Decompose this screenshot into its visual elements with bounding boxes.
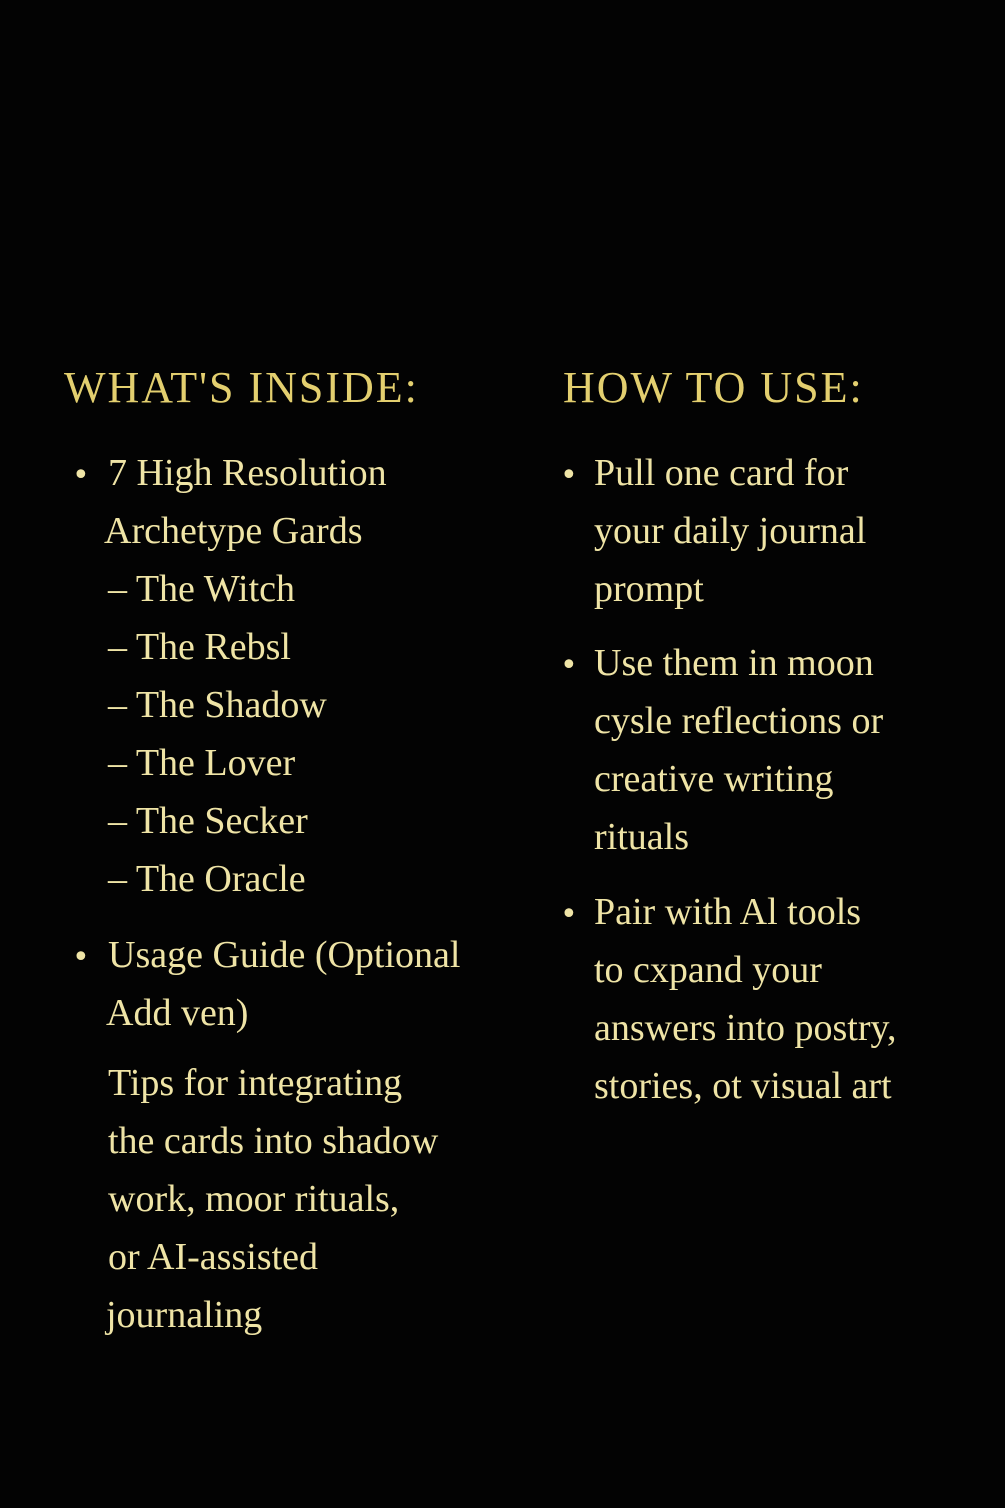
- item-cards-line1: 7 High Resolution: [108, 452, 387, 494]
- howto-item2-line: cysle reflections or: [594, 700, 884, 742]
- howto-item3-line: answers into postry,: [594, 1007, 897, 1049]
- bullet-icon: •: [560, 648, 578, 683]
- tips-line: the cards into shadow: [108, 1120, 439, 1162]
- howto-item1-line: prompt: [594, 568, 704, 610]
- archetype-rebel: – The Rebsl: [108, 626, 291, 668]
- how-to-use-heading: HOW TO USE:: [563, 363, 864, 412]
- item-guide-line1: Usage Guide (Optional: [108, 934, 461, 976]
- tips-line: journaling: [106, 1294, 263, 1336]
- bullet-icon: •: [72, 458, 90, 493]
- howto-item3-line: stories, ot visual art: [594, 1065, 892, 1107]
- archetype-lover: – The Lover: [108, 742, 296, 784]
- tips-line: Tips for integrating: [108, 1062, 403, 1104]
- item-guide-line2: Add ven): [106, 992, 249, 1034]
- bullet-icon: •: [72, 940, 90, 975]
- howto-item1-line: your daily journal: [594, 510, 867, 552]
- archetype-oracle: – The Oracle: [108, 858, 306, 900]
- tips-line: work, moor rituals,: [108, 1178, 400, 1220]
- archetype-seeker: – The Secker: [108, 800, 308, 842]
- howto-item2-line: creative writing: [594, 758, 834, 800]
- howto-item2-line: Use them in moon: [594, 642, 874, 684]
- archetype-shadow: – The Shadow: [108, 684, 327, 726]
- howto-item3-line: to cxpand your: [594, 949, 822, 991]
- bullet-icon: •: [560, 458, 578, 493]
- tips-line: or AI-assisted: [108, 1236, 319, 1278]
- archetype-witch: – The Witch: [108, 568, 296, 610]
- item-cards-line2: Archetype Gards: [104, 510, 363, 552]
- bullet-icon: •: [560, 897, 578, 932]
- howto-item1-line: Pull one card for: [594, 452, 849, 494]
- howto-item3-line: Pair with Al tools: [594, 891, 862, 933]
- whats-inside-heading: WHAT'S INSIDE:: [64, 363, 419, 412]
- howto-item2-line: rituals: [594, 816, 689, 858]
